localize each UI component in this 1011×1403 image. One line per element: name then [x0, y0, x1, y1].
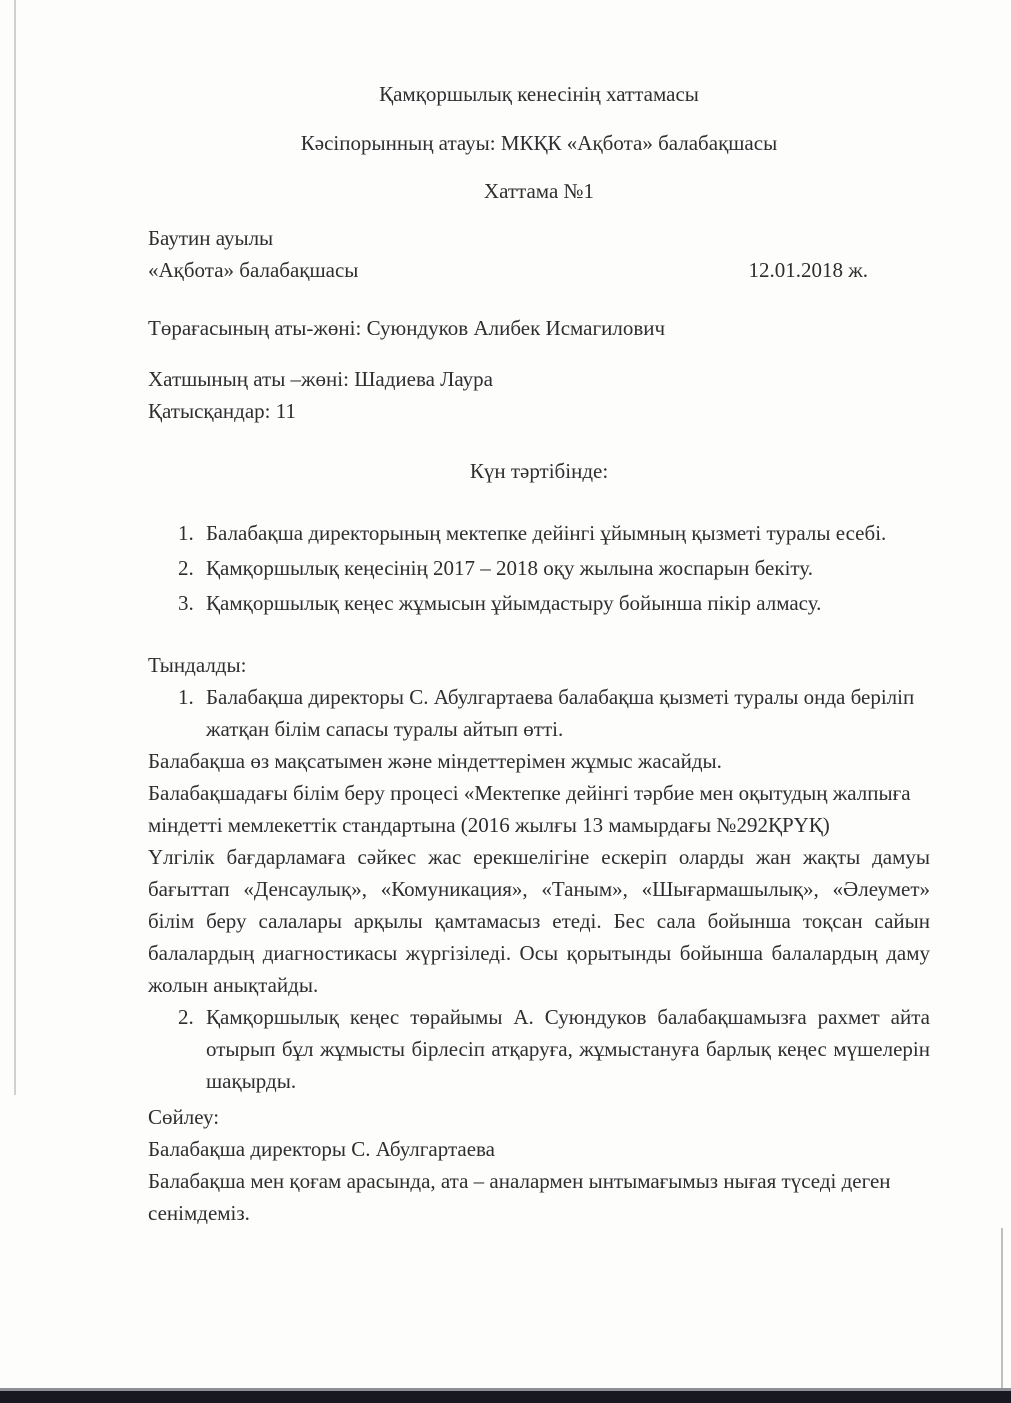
scan-edge-bottom — [0, 1388, 1011, 1403]
doc-title: Қамқоршылық кенесінің хаттамасы — [379, 82, 699, 106]
scan-edge-left — [14, 0, 16, 1095]
heard-item — [148, 681, 930, 745]
kindergarten-date-row — [148, 254, 930, 286]
agenda-item — [148, 517, 930, 549]
protocol-date: 12.01.2018 ж. — [748, 258, 868, 282]
document-content — [148, 78, 930, 1229]
agenda-item-number: 2. — [178, 556, 194, 580]
agenda-item-number: 1. — [178, 521, 194, 545]
heard-paragraph-2: Балабақшадағы білім беру процесі «Мектепке дейінгі тәрбие мен оқытудың жалпыға міндетті мемлекеттік стандартына (2016 жылғы 13 мамырдағы №292ҚРҮҚ) — [148, 781, 911, 837]
participants-line: Қатысқандар: 11 — [148, 399, 296, 423]
protocol-number: Хаттама №1 — [483, 179, 595, 203]
agenda-item-number: 3. — [178, 591, 194, 615]
agenda-list — [148, 517, 930, 619]
heard-paragraph-1: Балабақша өз мақсатымен және міндеттерімен жұмыс жасайды. — [148, 749, 722, 773]
agenda-item — [148, 587, 930, 619]
village-line: Баутин ауылы — [148, 226, 274, 250]
speech-line-1: Балабақша директоры С. Абулгартаева — [148, 1137, 495, 1161]
agenda-item-text: Қамқоршылық кеңес жұмысын ұйымдастыру бойынша пікір алмасу. — [206, 591, 822, 615]
agenda-item — [148, 552, 930, 584]
kindergarten-name: «Ақбота» балабақшасы — [148, 258, 359, 282]
agenda-heading: Күн тәртібінде: — [469, 459, 609, 483]
heard-heading: Тындалды: — [148, 653, 247, 677]
heard-item-number: 1. — [178, 685, 194, 709]
scan-edge-right — [1001, 1228, 1003, 1390]
heard-paragraph-3: Үлгілік бағдарламаға сәйкес жас ерекшелігіне ескеріп оларды жан жақты дамуы бағыттап «Денсаулық», «Комуникация», «Таным», «Шығармашылық», «Әлеумет» білім беру салалары арқылы қамтамасыз етеді. Бес сала бойынша тоқсан сайын балалардың диагностикасы жүргізіледі. Осы қорытынды бойынша балалардың даму жолын анықтайды. — [148, 845, 930, 997]
heard-item-number: 2. — [178, 1005, 194, 1029]
agenda-item-text: Балабақша директорының мектепке дейінгі ұйымның қызметі туралы есебі. — [206, 521, 887, 545]
chairman-line: Төрағасының аты-жөні: Суюндуков Алибек Исмагилович — [148, 316, 666, 340]
secretary-line: Хатшының аты –жөні: Шадиева Лаура — [148, 367, 493, 391]
org-name-line: Кәсіпорынның атауы: МКҚК «Ақбота» балабақшасы — [300, 131, 778, 155]
agenda-item-text: Қамқоршылық кеңесінің 2017 – 2018 оқу жылына жоспарын бекіту. — [206, 556, 813, 580]
heard-item — [148, 1001, 930, 1097]
heard-item-text: Қамқоршылық кеңес төрайымы А. Суюндуков балабақшамызға рахмет айта отырып бұл жұмысты бірлесіп атқаруға, жұмыстануға барлық кеңес мүшелерін шақырды. — [206, 1005, 930, 1093]
speech-heading: Сөйлеу: — [148, 1105, 220, 1129]
speech-line-2: Балабақша мен қоғам арасында, ата – аналармен ынтымағымыз нығая түседі деген сенімдеміз. — [148, 1169, 891, 1225]
heard-item-text: Балабақша директоры С. Абулгартаева балабақша қызметі туралы онда беріліп жатқан білім сапасы туралы айтып өтті. — [206, 685, 915, 741]
